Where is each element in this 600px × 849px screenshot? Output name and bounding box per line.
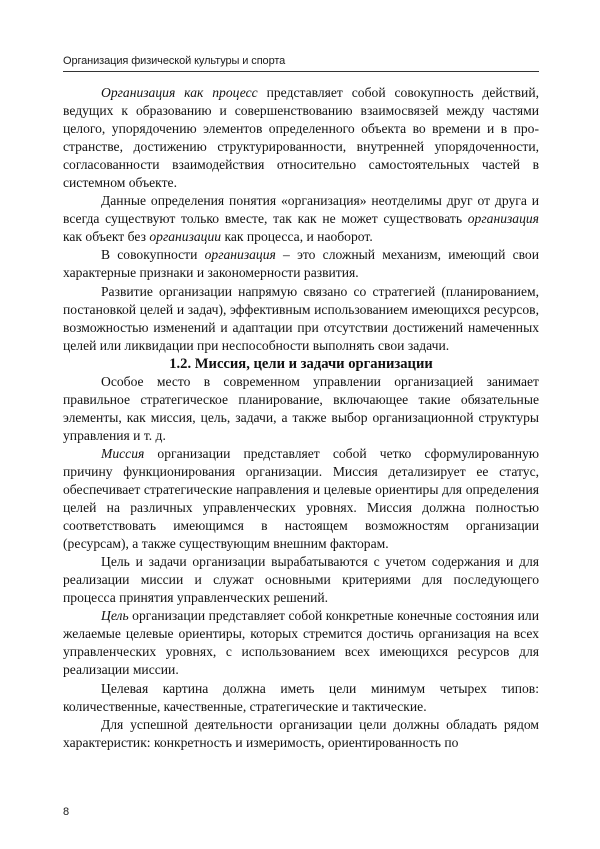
paragraph [63, 553, 539, 607]
emphasis: Организация как процесс [101, 85, 258, 100]
paragraph-text: организации представляет собой конкретные конечные состояния или желаемые целевые ориентиры, которых стремится достичь организация на всех управленческих уровнях, с использованием всех имеющихся ресурсов для реализации миссии. [63, 608, 539, 678]
paragraph-text: Целевая картина должна иметь цели минимум четырех типов: количественные, качественные, стратегические и тактические. [63, 680, 539, 714]
paragraph-text: Развитие организации напрямую связано со стратегией (планированием, постановкой целей и задач), эффективным использованием имеющихся ресурсов, возможностью изменений и адаптации при отсутствии достижений намеченных целей или ликвидации при неспособности выполнять свои задачи. [63, 283, 539, 353]
paragraph-text: Особое место в современном управлении организацией занимает правильное стратегическое планирование, включающее такие обязательные элементы, как миссия, цель, задачи, а также выбор организационной структуры управления и т. д. [63, 373, 539, 443]
paragraph-text: представляет собой совокупность действий, ведущих к образованию и совершенствованию взаимосвязей между частями целого, упорядочению элементов определенного объекта во времени и в пространстве, достижению структурированности, внутренней упорядоченности, согласованности взаимодействия относительно самостоятельных частей в системном объекте. [63, 85, 539, 191]
paragraph-text: как объект без [63, 229, 150, 245]
page-number: 8 [63, 806, 70, 818]
paragraph-text: Цель и задачи организации вырабатываются с учетом содержания и для реализации миссии и служат основными критериями для последующего процесса принятия управленческих решений. [63, 554, 539, 606]
emphasis: организации [149, 229, 222, 245]
emphasis: Миссия [101, 445, 145, 461]
paragraph [63, 680, 539, 716]
paragraph [63, 192, 539, 246]
header-rule [63, 71, 539, 72]
running-header: Организация физической культуры и спорта [63, 55, 286, 67]
paragraph [63, 246, 539, 282]
paragraph [63, 84, 539, 192]
paragraph-text: как процесса, и наоборот. [221, 229, 373, 245]
section-title: 1.2. Миссия, цели и задачи организации [169, 355, 433, 372]
paragraph [63, 716, 539, 752]
paragraph-text: В совокупности [101, 247, 205, 263]
emphasis: Цель [101, 608, 129, 624]
emphasis: организация [204, 247, 276, 263]
paragraph-text: Для успешной деятельности организации цели должны обладать рядом характеристик: конкретность и измеримость, ориентированность по [63, 716, 539, 750]
paragraph [63, 445, 539, 553]
paragraph-text: – это сложный механизм, имеющий свои характерные признаки и закономерности развития. [63, 247, 539, 281]
paragraph [63, 607, 539, 679]
emphasis: организация [467, 211, 539, 227]
paragraph-text: Данные определения понятия «организация» неотделимы друг от друга и всегда существуют только вместе, так как не может существовать [63, 193, 539, 227]
paragraph [63, 283, 539, 355]
paragraph-text: организации представляет собой четко сформулированную причину функционирования организации. Миссия детализирует ее статус, обеспечивает стратегические направления и целевые ориентиры для определения целей на различных управленческих уровнях. Миссия должна полностью соответствовать имеющимся в настоящем возможностям организации (ресурсам), а также существующим внешним факторам. [63, 445, 539, 552]
paragraph [63, 373, 539, 445]
body-text [63, 84, 539, 752]
